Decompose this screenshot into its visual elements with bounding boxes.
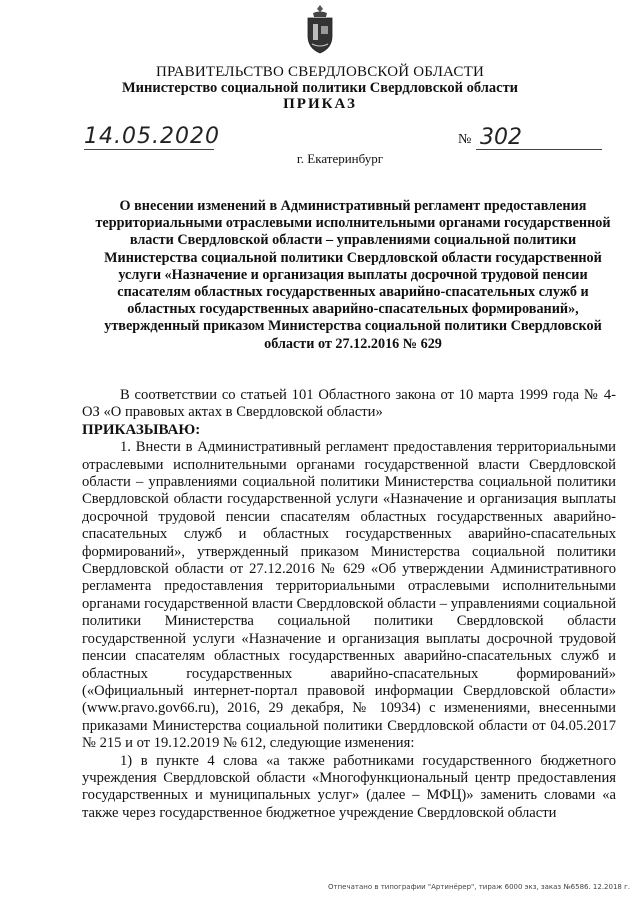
number-label: №	[458, 132, 472, 147]
city: г. Екатеринбург	[296, 151, 384, 166]
item-1-paragraph: 1. Внести в Административный регламент предоставления территориальными отраслевыми исполнительными органами государственной власти Свердловской области – управлениями социальной политики Министерства социальной политики Свердловской области государственной услуги «Назначение и организация выплаты досрочной трудовой пенсии спасателям областных государственных аварийно-спасательных служб и областных государственных аварийно-спасательных формирований», утвержденный приказом Министерства социальной политики Свердловской области от 27.12.2016 № 629 «Об утверждении Административного регламента предоставления территориальными отраслевыми исполнительными органами государственной власти Свердловской области – управлениями социальной политики Министерства социальной политики Свердловской области государственной услуги «Назначение и организация выплаты досрочной трудовой пенсии спасателям областных государственных аварийно-спасательных служб и областных государственных аварийно-спасательных формирований» («Официальный интернет-портал правовой информации Свердловской области» (www.pravo.gov66.ru), 2016, 29 декабря, № 10934) с изменениями, внесенными приказами Министерства социальной политики Свердловской области от 04.05.2017 № 215 и от 19.12.2019 № 612, следующие изменения:	[82, 439, 616, 752]
document-number: 302	[480, 125, 522, 150]
print-footer: Отпечатано в типографии "Артинёрер", тираж 6000 экз, заказ №6586. 12.2018 г.	[328, 883, 630, 891]
date-underline	[84, 149, 214, 150]
number-underline	[476, 149, 602, 150]
ministry-title: Министерство социальной политики Свердловской области	[121, 80, 519, 96]
coat-of-arms-emblem	[302, 4, 338, 54]
government-title: ПРАВИТЕЛЬСТВО СВЕРДЛОВСКОЙ ОБЛАСТИ	[155, 64, 485, 80]
preamble-paragraph: В соответствии со статьей 101 Областного закона от 10 марта 1999 года № 4-ОЗ «О правовых актах в Свердловской области»	[82, 387, 616, 421]
document-date: 14.05.2020	[84, 124, 220, 149]
order-word: ПРИКАЗЫВАЮ:	[82, 421, 201, 438]
document-body	[82, 387, 616, 822]
document-type: ПРИКАЗ	[283, 96, 357, 112]
document-title: О внесении изменений в Административный регламент предоставления территориальными отраслевыми исполнительными органами государственной власти Свердловской области – управлениями социальной политики Министерства социальной политики Свердловской области государственной услуги «Назначение и организация выплаты досрочной трудовой пенсии спасателям областных государственных аварийно-спасательных служб и областных государственных аварийно-спасательных формирований», утвержденный приказом Министерства социальной политики Свердловской области от 27.12.2016 № 629	[95, 198, 611, 352]
subitem-1-paragraph: 1) в пункте 4 слова «а также работниками государственного бюджетного учреждения Свердловской области «Многофункциональный центр предоставления государственных и муниципальных услуг» (далее – МФЦ)» заменить словами «а также через государственное бюджетное учреждение Свердловской области	[82, 752, 616, 821]
